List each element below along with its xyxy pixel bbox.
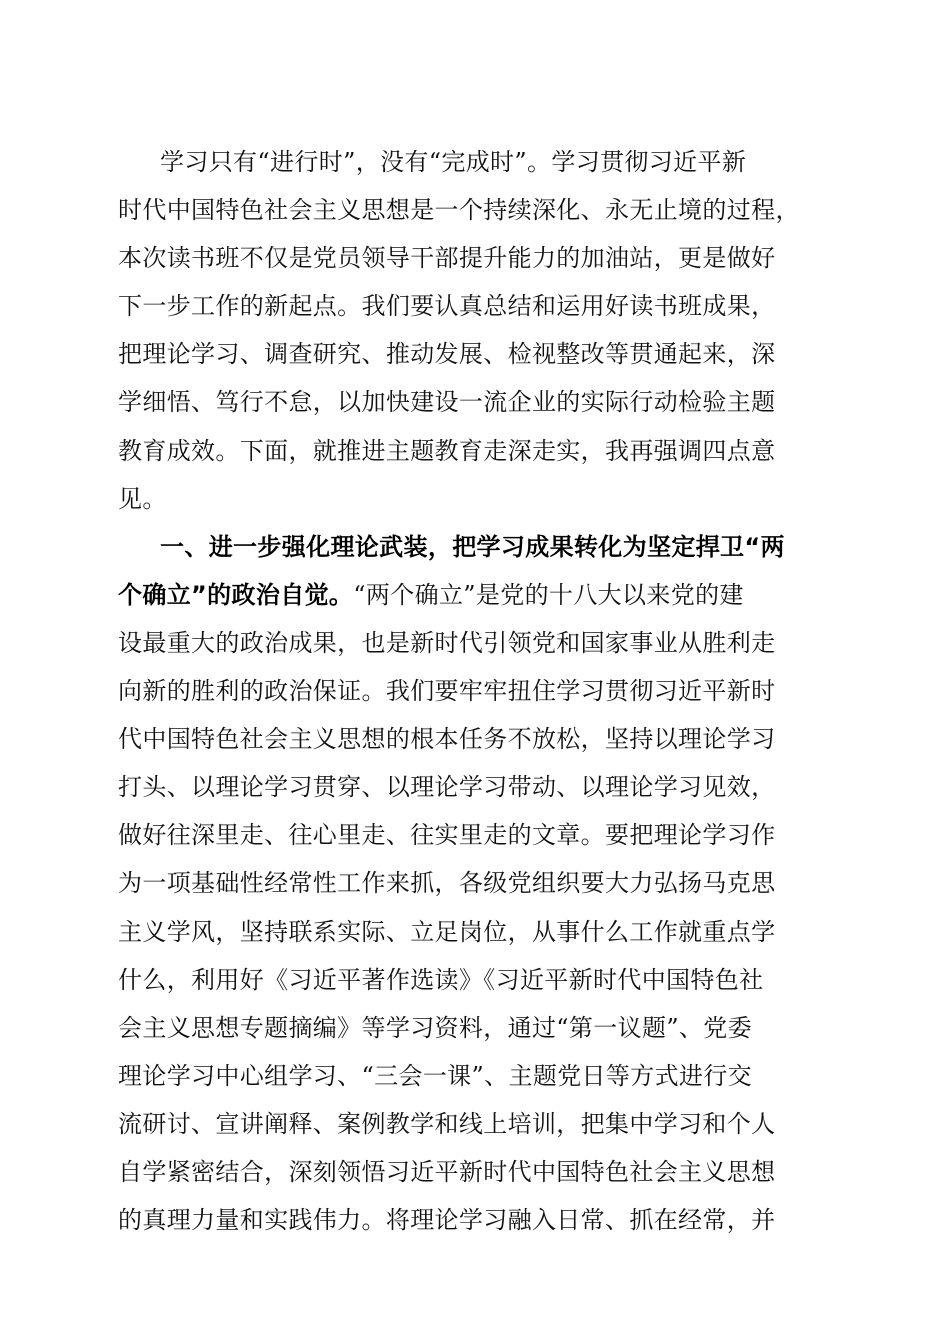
paragraph-line: 代中国特色社会主义思想的根本任务不放松，坚持以理论学习: [118, 725, 776, 754]
paragraph-line: 为一项基础性经常性工作来抓，各级党组织要大力弘扬马克思: [118, 869, 776, 898]
paragraph-line: 向新的胜利的政治保证。我们要牢牢扭住学习贯彻习近平新时: [118, 677, 776, 706]
paragraph-line: 的真理力量和实践伟力。将理论学习融入日常、抓在经常，并: [118, 1206, 776, 1235]
paragraph-line: 什么，利用好《习近平著作选读》《习近平新时代中国特色社: [118, 965, 764, 994]
section-heading-continuation: [118, 571, 834, 619]
paragraph-line: 把理论学习、调查研究、推动发展、检视整改等贯通起来，深: [118, 340, 776, 369]
document-body: [118, 138, 834, 1244]
section-text-start: “两个确立”是党的十八大以来党的建: [353, 580, 744, 609]
section-heading: 一、进一步强化理论武装，把学习成果转化为坚定捍卫“两: [160, 532, 785, 561]
paragraph-line: 理论学习中心组学习、“三会一课”、主题党日等方式进行交: [118, 1061, 752, 1090]
paragraph-line: 打头、以理论学习贯穿、以理论学习带动、以理论学习见效，: [118, 773, 776, 802]
paragraph-intro: [118, 138, 834, 523]
paragraph-line: 本次读书班不仅是党员领导干部提升能力的加油站，更是做好: [118, 244, 776, 273]
paragraph-line: 主义学风，坚持联系实际、立足岗位，从事什么工作就重点学: [118, 917, 776, 946]
paragraph-line: 见。: [118, 484, 167, 513]
paragraph-line: 流研讨、宣讲阐释、案例教学和线上培训，把集中学习和个人: [118, 1109, 776, 1138]
section-heading-end: 个确立”的政治自觉。: [118, 580, 354, 609]
paragraph-line: 会主义思想专题摘编》等学习资料，通过“第一议题”、党委: [118, 1013, 752, 1042]
section-one: [118, 523, 834, 1244]
paragraph-line: 自学紧密结合，深刻领悟习近平新时代中国特色社会主义思想: [118, 1157, 776, 1186]
paragraph-line: 时代中国特色社会主义思想是一个持续深化、永无止境的过程，: [118, 196, 800, 225]
paragraph-line: 下一步工作的新起点。我们要认真总结和运用好读书班成果，: [118, 292, 776, 321]
paragraph-line: 教育成效。下面，就推进主题教育走深走实，我再强调四点意: [118, 436, 776, 465]
paragraph-line: 学细悟、笃行不怠，以加快建设一流企业的实际行动检验主题: [118, 388, 776, 417]
paragraph-line: 做好往深里走、往心里走、往实里走的文章。要把理论学习作: [118, 821, 776, 850]
paragraph-line: 设最重大的政治成果，也是新时代引领党和国家事业从胜利走: [118, 628, 776, 657]
paragraph-line: 学习只有“进行时”，没有“完成时”。学习贯彻习近平新: [160, 148, 747, 176]
